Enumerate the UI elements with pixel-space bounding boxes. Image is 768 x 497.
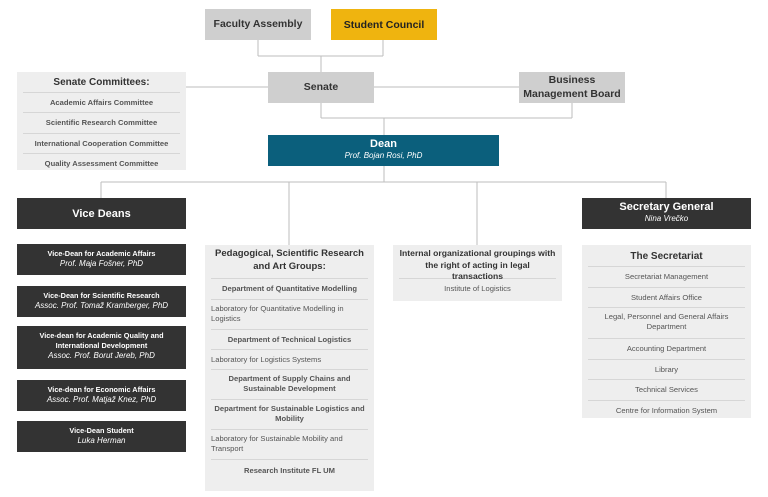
senate-committees-title: Senate Committees: xyxy=(53,77,150,88)
groups-title: Pedagogical, Scientific Research and Art Groups: xyxy=(215,248,364,272)
vice-dean-role: Vice-dean for Economic Affairs xyxy=(47,385,156,394)
vice-dean-box xyxy=(17,421,186,452)
secretariat-item: Secretariat Management xyxy=(588,266,745,287)
business-board-box: Business Management Board xyxy=(519,72,625,103)
vice-dean-name: Prof. Maja Fošner, PhD xyxy=(59,258,144,268)
senate-committees-panel xyxy=(17,72,186,170)
vice-dean-box xyxy=(17,380,186,411)
dean-title: Dean xyxy=(370,138,397,150)
group-item: Department of Technical Logistics xyxy=(211,329,368,349)
secretariat-panel xyxy=(582,245,751,418)
group-item: Department for Sustainable Logistics and Mobility xyxy=(211,399,368,429)
internal-groupings-title: Internal organizational groupings with the right of acting in legal transactions xyxy=(399,248,556,282)
group-item: Department of Quantitative Modelling xyxy=(211,278,368,299)
faculty-assembly-box: Faculty Assembly xyxy=(205,9,311,40)
vice-deans-header xyxy=(17,198,186,229)
vice-dean-role: Vice-Dean for Academic Affairs xyxy=(47,249,156,258)
secretariat-item: Technical Services xyxy=(588,379,745,400)
secretariat-item: Legal, Personnel and General Affairs Department xyxy=(588,307,745,338)
vice-dean-role: Vice-Dean for Scientific Research xyxy=(43,291,160,300)
vice-dean-box xyxy=(17,286,186,317)
secretariat-item: Library xyxy=(588,359,745,380)
vice-dean-name: Assoc. Prof. Tomaž Kramberger, PhD xyxy=(34,300,169,310)
vice-dean-role: Vice-Dean Student xyxy=(69,426,134,435)
committee-item: International Cooperation Committee xyxy=(23,133,180,154)
secretariat-item: Accounting Department xyxy=(588,338,745,359)
group-item: Research Institute FL UM xyxy=(211,459,368,482)
vice-dean-box xyxy=(17,244,186,275)
vice-dean-name: Assoc. Prof. Borut Jereb, PhD xyxy=(48,350,155,360)
secretary-general-title: Secretary General xyxy=(619,201,714,213)
internal-item: Institute of Logistics xyxy=(399,278,556,299)
dean-box xyxy=(268,135,499,166)
secretariat-item: Student Affairs Office xyxy=(588,287,745,308)
secretary-general-box xyxy=(582,198,751,229)
secretariat-item: Centre for Information System xyxy=(588,400,745,421)
senate-box: Senate xyxy=(268,72,374,103)
vice-deans-title: Vice Deans xyxy=(72,207,131,220)
student-council-box: Student Council xyxy=(331,9,437,40)
committee-item: Quality Assessment Committee xyxy=(23,153,180,174)
vice-dean-name: Luka Herman xyxy=(77,435,126,445)
group-item: Department of Supply Chains and Sustainable Development xyxy=(211,369,368,399)
group-item: Laboratory for Quantitative Modelling in Logistics xyxy=(211,299,368,329)
groups-panel xyxy=(205,245,374,491)
dean-name: Prof. Bojan Rosi, PhD xyxy=(344,151,423,161)
group-item: Laboratory for Sustainable Mobility and Transport xyxy=(211,429,368,459)
vice-dean-name: Assoc. Prof. Matjaž Knez, PhD xyxy=(46,394,157,404)
internal-groupings-panel xyxy=(393,245,562,301)
committee-item: Academic Affairs Committee xyxy=(23,92,180,113)
vice-dean-role: Vice-dean for Academic Quality and International Development xyxy=(39,331,164,350)
secretary-general-name: Nina Vrečko xyxy=(644,214,689,224)
vice-dean-box xyxy=(17,326,186,369)
committee-item: Scientific Research Committee xyxy=(23,112,180,133)
group-item: Laboratory for Logistics Systems xyxy=(211,349,368,369)
secretariat-title: The Secretariat xyxy=(630,251,703,262)
